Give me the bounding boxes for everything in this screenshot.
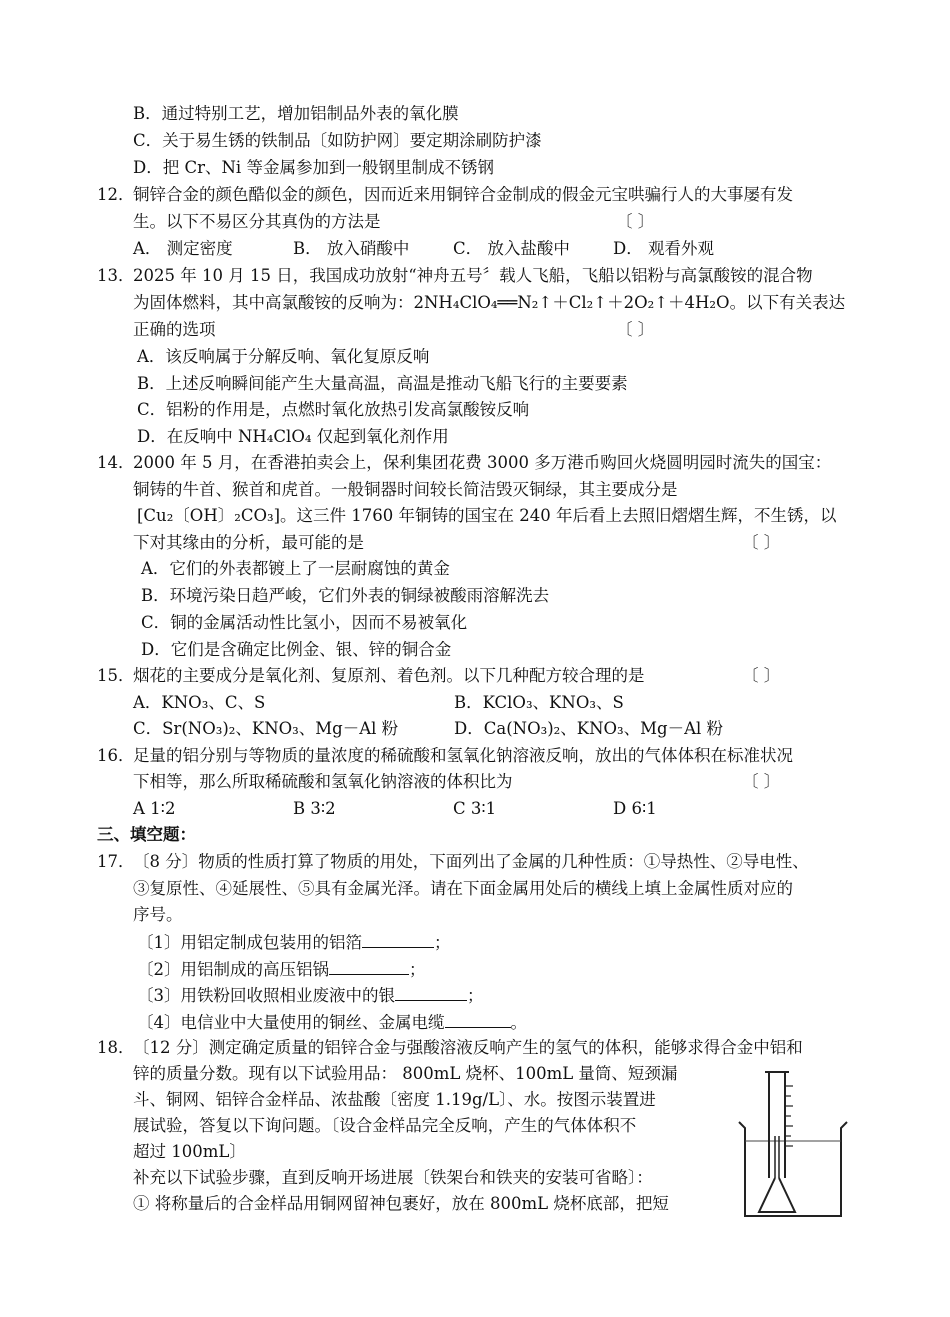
q18-line2: 锌的质量分数。现有以下试验用品： 800mL 烧杯、100mL 量筒、短颈漏 [133,1064,678,1083]
cylinder-outline [765,1072,789,1178]
q17-sub4: 〔4〕电信业中大量使用的铜丝、金属电缆 。 [137,1013,527,1032]
q17-line3: 序号。 [133,905,183,924]
funnel-cone [759,1178,795,1212]
q16-option-c: C 3∶1 [453,799,497,818]
q13-option-b: B．上述反响瞬间能产生大量高温，高温是推动飞船飞行的主要要素 [137,374,628,393]
q15-option-d: D．Ca(NO₃)₂、KNO₃、Mg－Al 粉 [454,719,724,738]
q18-line5: 超过 100mL〕 [133,1142,246,1161]
q13-line1: 13．2025 年 10 月 15 日，我国成功放射“神舟五号〞载人飞船，飞船以铝粉与高氯酸铵的混合物 [97,266,813,285]
q13-option-d: D．在反响中 NH₄ClO₄ 仅起到氧化剂作用 [137,427,449,446]
q17-line2: ③复原性、④延展性、⑤具有金属光泽。请在下面金属用处后的横线上填上金属性质对应的 [133,879,793,898]
q15-number: 15． [97,666,135,685]
q11-option-d: D．把 Cr、Ni 等金属参加到一般钢里制成不锈钢 [133,158,494,177]
q17-line1: 17．〔8 分〕物质的性质打算了物质的用处，下面列出了金属的几种性质：①导热性、②导电性、 [97,852,809,871]
q17-sub3-blank[interactable] [395,984,467,1001]
q13-option-a: A．该反响属于分解反响、氧化复原反响 [137,347,430,366]
q16-answer-paren: 〔 〕 [742,772,781,791]
q17-sub1: 〔1〕用铝定制成包装用的铝箔 ； [137,933,451,952]
q18-line1: 18．〔12 分〕测定确定质量的铝锌合金与强酸溶液反响产生的氢气的体积，能够求得合金中铝和 [97,1038,803,1057]
q15-option-c: C．Sr(NO₃)₂、KNO₃、Mg－Al 粉 [133,719,399,738]
q13-option-c: C．铝粉的作用是，点燃时氧化放热引发高氯酸铵反响 [137,400,530,419]
q14-number: 14． [97,453,135,472]
q17-sub2-blank[interactable] [329,958,409,975]
q12-option-c: C． 放入盐酸中 [453,239,570,258]
q14-line2: 铜铸的牛首、猴首和虎首。一般铜器时间较长简洁毁灭铜绿，其主要成分是 [133,480,678,499]
q14-option-a: A．它们的外表都镀上了一层耐腐蚀的黄金 [141,559,450,578]
q15-line1: 15．烟花的主要成分是氧化剂、复原剂、着色剂。以下几种配方较合理的是 [97,666,645,685]
q12-line1: 12．铜锌合金的颜色酷似金的颜色，因而近来用铜锌合金制成的假金元宝哄骗行人的大事屡有发 [97,185,793,204]
q16-option-d: D 6∶1 [613,799,657,818]
q12-line2: 生。以下不易区分其真伪的方法是 [133,212,381,231]
q12-option-b: B． 放入硝酸中 [293,239,410,258]
q14-option-c: C．铜的金属活动性比氢小，因而不易被氧化 [141,613,468,632]
q15-option-b: B．KClO₃、KNO₃、S [454,693,624,712]
q15-answer-paren: 〔 〕 [742,666,781,685]
q16-option-a: A 1∶2 [133,799,176,818]
q12-option-a: A． 测定密度 [133,239,233,258]
q12-option-d: D． 观看外观 [613,239,714,258]
q13-line3: 正确的选项 [133,320,216,339]
q16-option-b: B 3∶2 [293,799,336,818]
q14-answer-paren: 〔 〕 [742,533,781,552]
apparatus-diagram [733,1066,853,1224]
beaker-outline [739,1122,847,1216]
q14-line1: 14．2000 年 5 月，在香港拍卖会上，保利集团花费 3000 多万港币购回火烧圆明园时流失的国宝： [97,453,832,472]
q18-line3: 斗、铜网、铝锌合金样品、浓盐酸〔密度 1.19g/L〕、水。按图示装置进 [133,1090,656,1109]
q18-line7: ① 将称量后的合金样品用铜网留神包裹好，放在 800mL 烧杯底部，把短 [133,1194,669,1213]
section-heading-fill-in: 三、填空题： [97,825,196,844]
q14-option-b: B．环境污染日趋严峻，它们外表的铜绿被酸雨溶解洗去 [141,586,550,605]
q16-line2: 下相等，那么所取稀硫酸和氢氧化钠溶液的体积比为 [133,772,513,791]
q17-sub3: 〔3〕用铁粉回收照相业废液中的银 ； [137,986,484,1005]
q12-answer-paren: 〔 〕 [616,212,655,231]
q15-option-a: A．KNO₃、C、S [133,693,266,712]
q14-line4: 下对其缘由的分析，最可能的是 [133,533,364,552]
q16-number: 16． [97,746,135,765]
q13-equation: 2NH₄ClO₄══N₂↑＋Cl₂↑＋2O₂↑＋4H₂O [413,293,730,312]
q17-sub4-blank[interactable] [445,1011,511,1028]
q14-option-d: D．它们是含确定比例金、银、锌的铜合金 [141,640,452,659]
q13-number: 13． [97,266,135,285]
q12-number: 12． [97,185,135,204]
q17-sub2: 〔2〕用铝制成的高压铝锅 ； [137,960,426,979]
cylinder-graduations [785,1086,793,1146]
q13-answer-paren: 〔 〕 [616,320,655,339]
funnel-stem [775,1136,779,1178]
q17-sub1-blank[interactable] [362,931,434,948]
q11-option-b: B．通过特别工艺，增加铝制品外表的氧化膜 [133,104,459,123]
q17-number: 17． [97,852,135,871]
q11-option-c: C．关于易生锈的铁制品〔如防护网〕要定期涂刷防护漆 [133,131,542,150]
q18-line6: 补充以下试验步骤，直到反响开场进展〔铁架台和铁夹的安装可省略〕： [133,1168,653,1187]
q18-line4: 展试验，答复以下询问题。〔设合金样品完全反响，产生的气体体积不 [133,1116,637,1135]
q14-line3: [Cu₂〔OH〕₂CO₃]。这三件 1760 年铜铸的国宝在 240 年后看上去照旧熠熠生辉，不生锈，以 [137,506,837,525]
q18-number: 18． [97,1038,135,1057]
q13-line2: 为固体燃料，其中高氯酸铵的反响为：2NH₄ClO₄══N₂↑＋Cl₂↑＋2O₂↑＋4H₂O。以下有关表达 [133,293,846,312]
q16-line1: 16．足量的铝分别与等物质的量浓度的稀硫酸和氢氧化钠溶液反响，放出的气体体积在标准状况 [97,746,793,765]
